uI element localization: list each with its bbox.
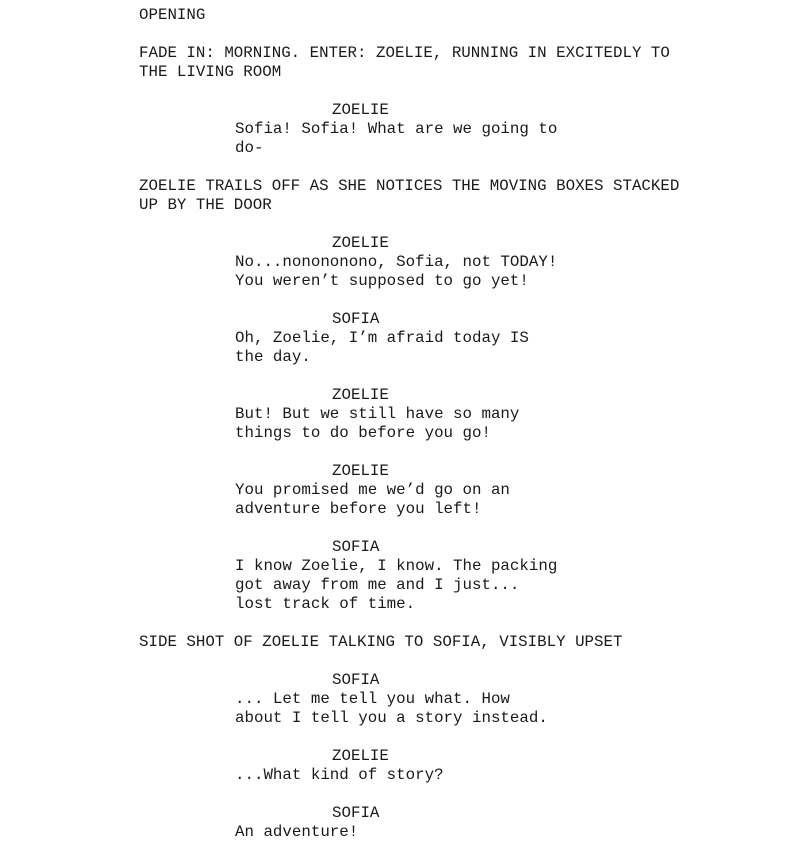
action-line: THE LIVING ROOM [139,63,282,81]
dialogue-line: got away from me and I just... [235,576,520,594]
action-line: SIDE SHOT OF ZOELIE TALKING TO SOFIA, VISIBLY UPSET [139,633,623,651]
dialogue-line: do- [235,139,264,157]
dialogue-line: Sofia! Sofia! What are we going to [235,120,558,138]
character-name: SOFIA [332,671,380,689]
dialogue-line: An adventure! [235,823,359,841]
dialogue-line: ...What kind of story? [235,766,444,784]
dialogue-line: things to do before you go! [235,424,491,442]
dialogue-line: Oh, Zoelie, I’m afraid today IS [235,329,529,347]
dialogue-line: No...nonononono, Sofia, not TODAY! [235,253,558,271]
character-name: ZOELIE [332,386,389,404]
character-name: ZOELIE [332,747,389,765]
action-line: FADE IN: MORNING. ENTER: ZOELIE, RUNNING IN EXCITEDLY TO [139,44,670,62]
dialogue-line: lost track of time. [235,595,416,613]
action-line: ZOELIE TRAILS OFF AS SHE NOTICES THE MOVING BOXES STACKED [139,177,680,195]
character-name: SOFIA [332,538,380,556]
action-line: UP BY THE DOOR [139,196,272,214]
character-name: SOFIA [332,310,380,328]
dialogue-line: But! But we still have so many [235,405,520,423]
character-name: ZOELIE [332,101,389,119]
dialogue-line: You promised me we’d go on an [235,481,510,499]
dialogue-line: adventure before you left! [235,500,482,518]
character-name: ZOELIE [332,234,389,252]
dialogue-line: ... Let me tell you what. How [235,690,510,708]
dialogue-line: about I tell you a story instead. [235,709,548,727]
character-name: ZOELIE [332,462,389,480]
character-name: SOFIA [332,804,380,822]
dialogue-line: the day. [235,348,311,366]
dialogue-line: I know Zoelie, I know. The packing [235,557,558,575]
dialogue-line: You weren’t supposed to go yet! [235,272,529,290]
scene-heading: OPENING [139,6,206,24]
